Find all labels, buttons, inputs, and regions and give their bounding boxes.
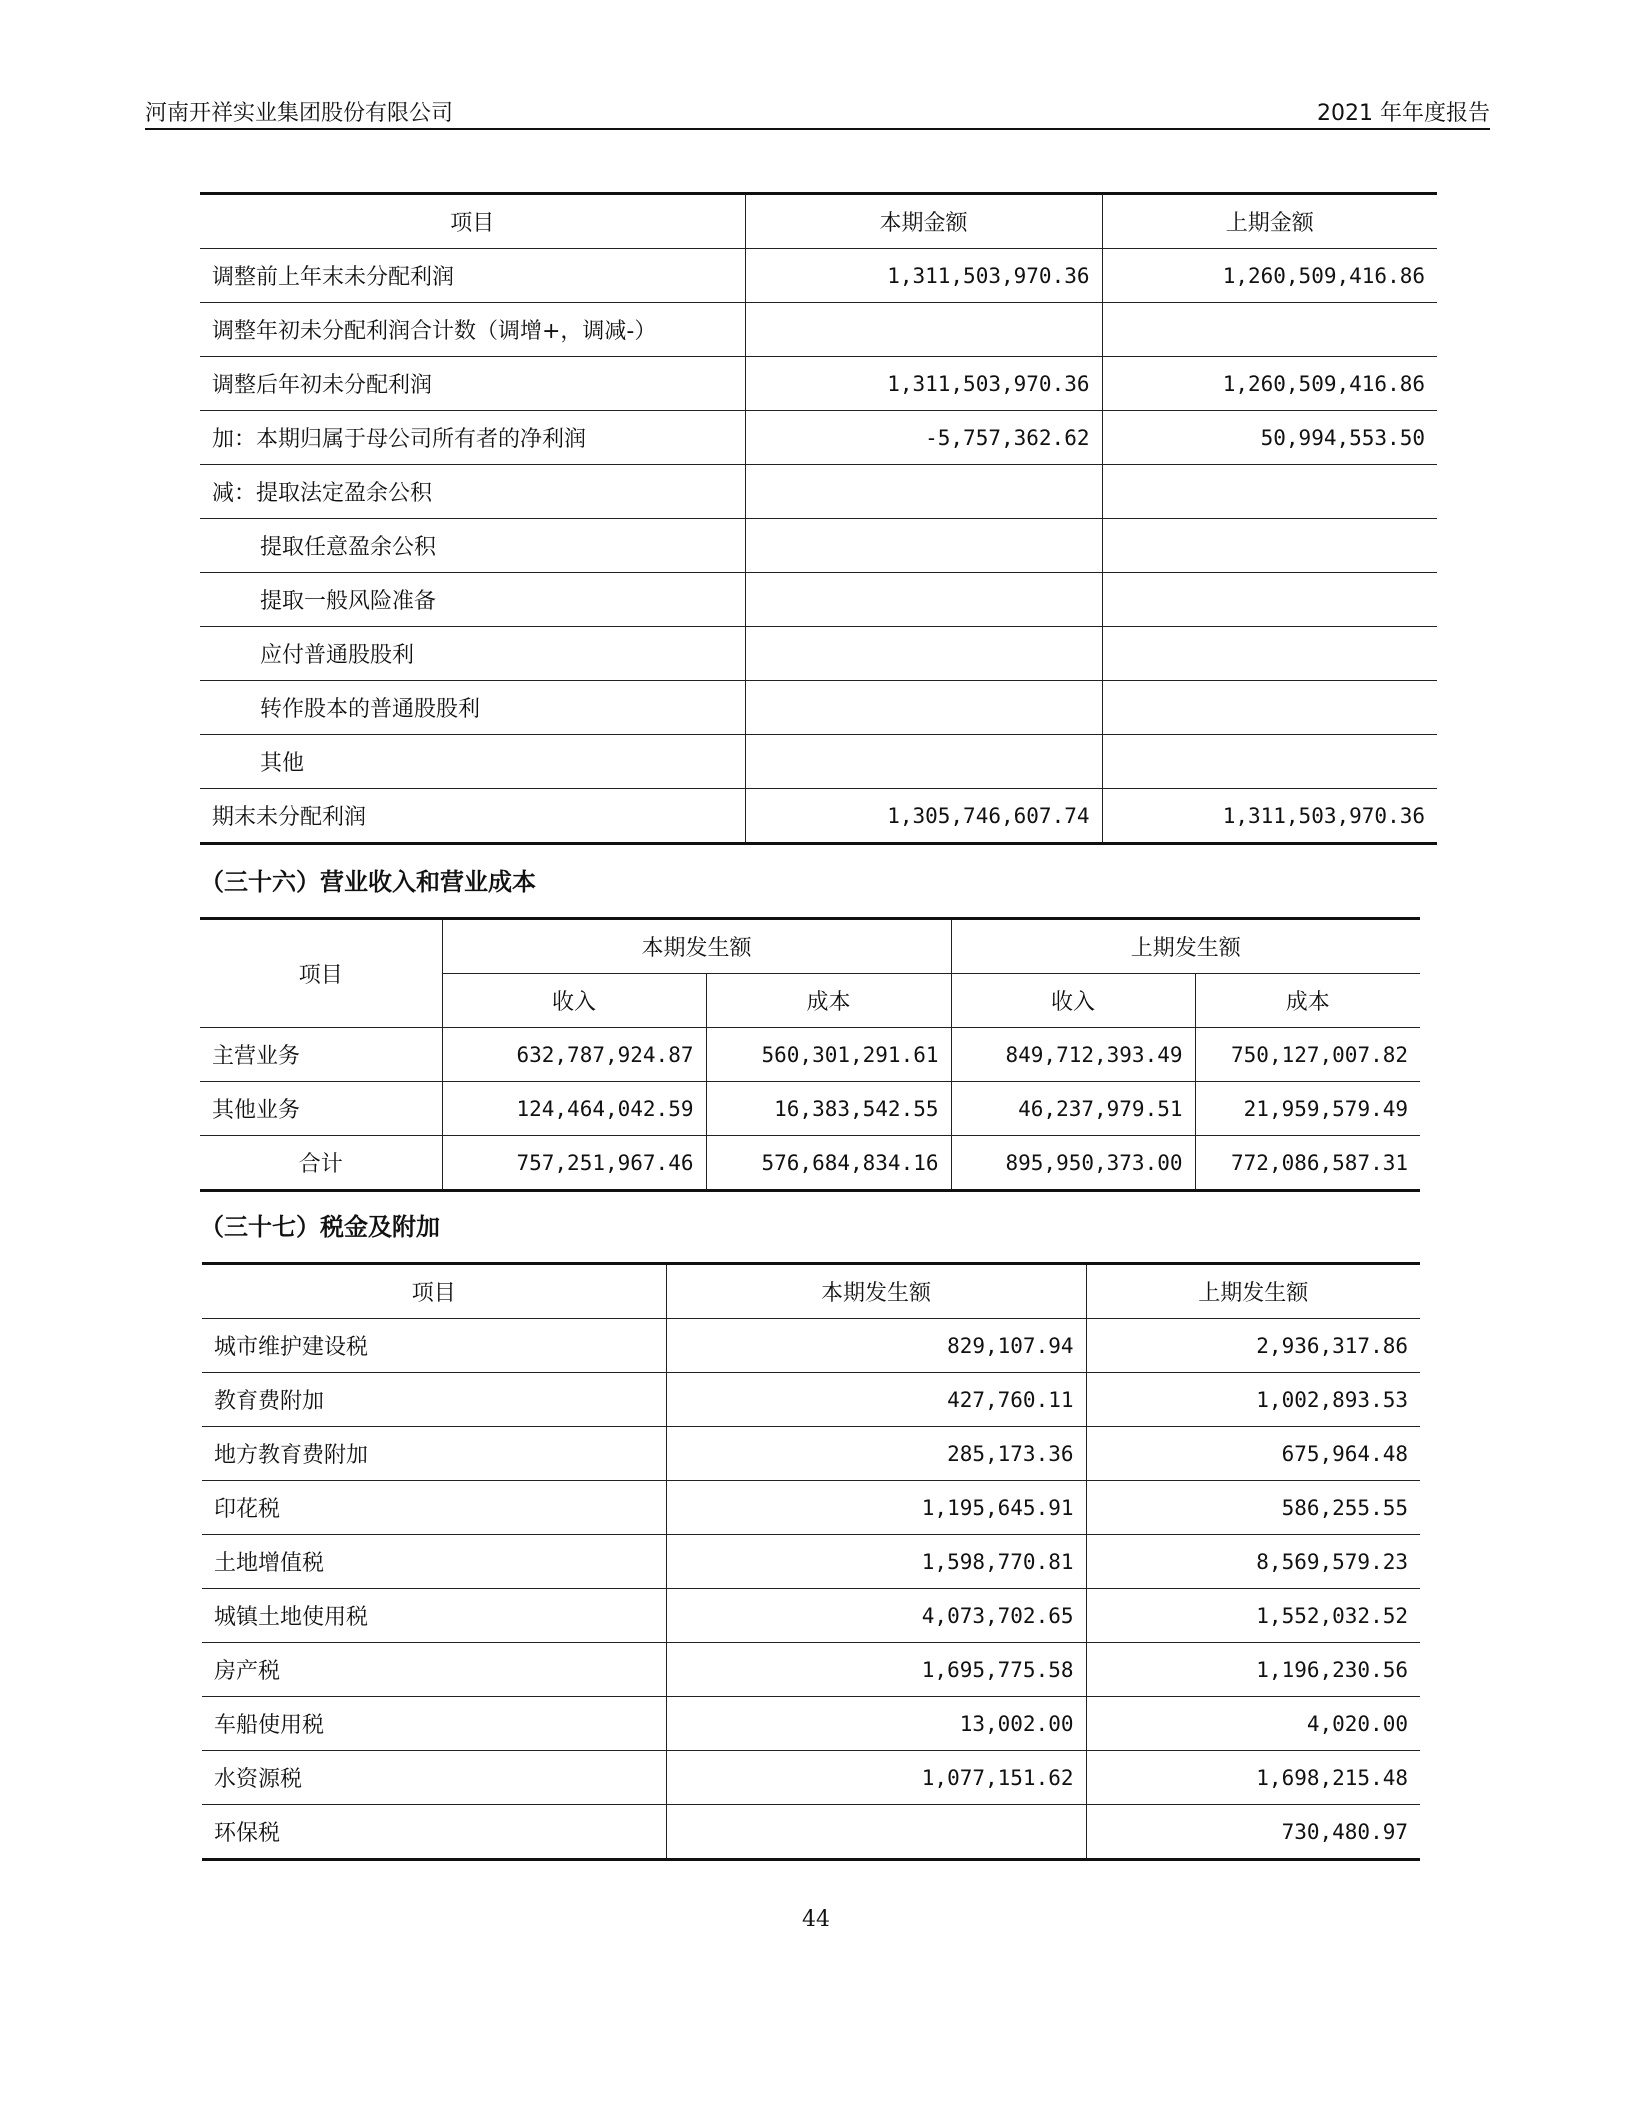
prior-amount bbox=[1102, 681, 1437, 735]
table-row bbox=[200, 789, 1437, 844]
row-item: 水资源税 bbox=[202, 1751, 666, 1805]
prior-amount: 730,480.97 bbox=[1086, 1805, 1420, 1860]
section-title-revenue-cost: （三十六）营业收入和营业成本 bbox=[200, 868, 536, 896]
column-header: 项目 bbox=[202, 1264, 666, 1319]
prior-cost: 750,127,007.82 bbox=[1195, 1028, 1420, 1082]
current-amount bbox=[745, 627, 1102, 681]
current-income: 124,464,042.59 bbox=[442, 1082, 706, 1136]
column-header: 项目 bbox=[200, 194, 745, 249]
row-item: 房产税 bbox=[202, 1643, 666, 1697]
prior-amount bbox=[1102, 573, 1437, 627]
prior-amount: 1,196,230.56 bbox=[1086, 1643, 1420, 1697]
row-item: 期末未分配利润 bbox=[200, 789, 745, 844]
current-amount: 1,305,746,607.74 bbox=[745, 789, 1102, 844]
current-amount: 285,173.36 bbox=[666, 1427, 1086, 1481]
table-row bbox=[200, 573, 1437, 627]
row-item: 主营业务 bbox=[200, 1028, 442, 1082]
current-cost: 16,383,542.55 bbox=[706, 1082, 951, 1136]
prior-amount: 586,255.55 bbox=[1086, 1481, 1420, 1535]
current-cost: 560,301,291.61 bbox=[706, 1028, 951, 1082]
current-amount bbox=[745, 573, 1102, 627]
prior-amount: 2,936,317.86 bbox=[1086, 1319, 1420, 1373]
column-subheader: 成本 bbox=[706, 974, 951, 1028]
current-amount bbox=[745, 681, 1102, 735]
table-row bbox=[200, 735, 1437, 789]
table-row bbox=[202, 1373, 1420, 1427]
prior-amount: 1,552,032.52 bbox=[1086, 1589, 1420, 1643]
current-amount bbox=[745, 735, 1102, 789]
row-item: 其他 bbox=[200, 735, 745, 789]
column-subheader: 收入 bbox=[442, 974, 706, 1028]
prior-amount bbox=[1102, 303, 1437, 357]
table-row bbox=[200, 249, 1437, 303]
current-amount: 1,695,775.58 bbox=[666, 1643, 1086, 1697]
prior-amount: 4,020.00 bbox=[1086, 1697, 1420, 1751]
current-amount: 829,107.94 bbox=[666, 1319, 1086, 1373]
report-title: 2021 年年度报告 bbox=[1317, 101, 1490, 126]
company-name: 河南开祥实业集团股份有限公司 bbox=[145, 101, 454, 126]
current-amount bbox=[745, 303, 1102, 357]
table-row bbox=[200, 465, 1437, 519]
prior-amount bbox=[1102, 465, 1437, 519]
table-header-row bbox=[202, 1264, 1420, 1319]
column-header: 本期金额 bbox=[745, 194, 1102, 249]
table-row bbox=[200, 357, 1437, 411]
current-amount: 13,002.00 bbox=[666, 1697, 1086, 1751]
prior-amount bbox=[1102, 519, 1437, 573]
row-item: 提取任意盈余公积 bbox=[200, 519, 745, 573]
undistributed-profit-table bbox=[200, 192, 1437, 845]
prior-income: 849,712,393.49 bbox=[951, 1028, 1195, 1082]
prior-amount: 675,964.48 bbox=[1086, 1427, 1420, 1481]
table-row bbox=[202, 1697, 1420, 1751]
table-row bbox=[200, 1082, 1420, 1136]
row-item: 应付普通股股利 bbox=[200, 627, 745, 681]
row-item: 减：提取法定盈余公积 bbox=[200, 465, 745, 519]
row-item: 其他业务 bbox=[200, 1082, 442, 1136]
prior-income: 895,950,373.00 bbox=[951, 1136, 1195, 1191]
row-item: 调整年初未分配利润合计数（调增+，调减-） bbox=[200, 303, 745, 357]
taxes-surcharges-table bbox=[202, 1262, 1420, 1861]
column-subheader: 成本 bbox=[1195, 974, 1420, 1028]
table-row bbox=[200, 303, 1437, 357]
row-item: 调整后年初未分配利润 bbox=[200, 357, 745, 411]
table-row bbox=[202, 1319, 1420, 1373]
prior-amount bbox=[1102, 735, 1437, 789]
prior-cost: 772,086,587.31 bbox=[1195, 1136, 1420, 1191]
current-amount: -5,757,362.62 bbox=[745, 411, 1102, 465]
row-item: 土地增值税 bbox=[202, 1535, 666, 1589]
page-header bbox=[145, 96, 1490, 130]
row-item: 印花税 bbox=[202, 1481, 666, 1535]
column-header: 上期发生额 bbox=[951, 919, 1420, 974]
table-row bbox=[202, 1427, 1420, 1481]
current-amount: 1,077,151.62 bbox=[666, 1751, 1086, 1805]
table-row-total bbox=[200, 1136, 1420, 1191]
row-item: 车船使用税 bbox=[202, 1697, 666, 1751]
prior-amount: 1,260,509,416.86 bbox=[1102, 357, 1437, 411]
prior-amount: 1,002,893.53 bbox=[1086, 1373, 1420, 1427]
current-income: 757,251,967.46 bbox=[442, 1136, 706, 1191]
column-header: 本期发生额 bbox=[442, 919, 951, 974]
row-item: 城市维护建设税 bbox=[202, 1319, 666, 1373]
table-row bbox=[200, 1028, 1420, 1082]
prior-income: 46,237,979.51 bbox=[951, 1082, 1195, 1136]
row-item: 加：本期归属于母公司所有者的净利润 bbox=[200, 411, 745, 465]
table-row bbox=[202, 1481, 1420, 1535]
current-amount bbox=[745, 465, 1102, 519]
table-row bbox=[202, 1805, 1420, 1860]
table-row bbox=[200, 519, 1437, 573]
table-header-row bbox=[200, 194, 1437, 249]
table-row bbox=[202, 1643, 1420, 1697]
row-item: 环保税 bbox=[202, 1805, 666, 1860]
column-header: 上期发生额 bbox=[1086, 1264, 1420, 1319]
prior-amount: 8,569,579.23 bbox=[1086, 1535, 1420, 1589]
row-item: 地方教育费附加 bbox=[202, 1427, 666, 1481]
current-amount: 1,311,503,970.36 bbox=[745, 249, 1102, 303]
row-item: 合计 bbox=[200, 1136, 442, 1191]
prior-amount bbox=[1102, 627, 1437, 681]
prior-amount: 50,994,553.50 bbox=[1102, 411, 1437, 465]
current-cost: 576,684,834.16 bbox=[706, 1136, 951, 1191]
row-item: 转作股本的普通股股利 bbox=[200, 681, 745, 735]
current-amount bbox=[745, 519, 1102, 573]
column-header: 上期金额 bbox=[1102, 194, 1437, 249]
revenue-cost-table bbox=[200, 917, 1420, 1192]
row-item: 城镇土地使用税 bbox=[202, 1589, 666, 1643]
table-row bbox=[202, 1589, 1420, 1643]
current-amount bbox=[666, 1805, 1086, 1860]
column-header: 项目 bbox=[200, 919, 442, 1028]
prior-amount: 1,698,215.48 bbox=[1086, 1751, 1420, 1805]
table-row bbox=[200, 627, 1437, 681]
table-row bbox=[200, 411, 1437, 465]
current-amount: 1,598,770.81 bbox=[666, 1535, 1086, 1589]
prior-cost: 21,959,579.49 bbox=[1195, 1082, 1420, 1136]
table-row bbox=[202, 1535, 1420, 1589]
row-item: 教育费附加 bbox=[202, 1373, 666, 1427]
row-item: 提取一般风险准备 bbox=[200, 573, 745, 627]
current-amount: 1,195,645.91 bbox=[666, 1481, 1086, 1535]
table-row bbox=[202, 1751, 1420, 1805]
table-row bbox=[200, 681, 1437, 735]
section-title-taxes: （三十七）税金及附加 bbox=[200, 1213, 440, 1241]
current-amount: 1,311,503,970.36 bbox=[745, 357, 1102, 411]
row-item: 调整前上年末未分配利润 bbox=[200, 249, 745, 303]
current-amount: 427,760.11 bbox=[666, 1373, 1086, 1427]
current-income: 632,787,924.87 bbox=[442, 1028, 706, 1082]
prior-amount: 1,311,503,970.36 bbox=[1102, 789, 1437, 844]
current-amount: 4,073,702.65 bbox=[666, 1589, 1086, 1643]
page-number: 44 bbox=[802, 1907, 830, 1932]
column-subheader: 收入 bbox=[951, 974, 1195, 1028]
column-header: 本期发生额 bbox=[666, 1264, 1086, 1319]
table-header-row bbox=[200, 919, 1420, 974]
prior-amount: 1,260,509,416.86 bbox=[1102, 249, 1437, 303]
